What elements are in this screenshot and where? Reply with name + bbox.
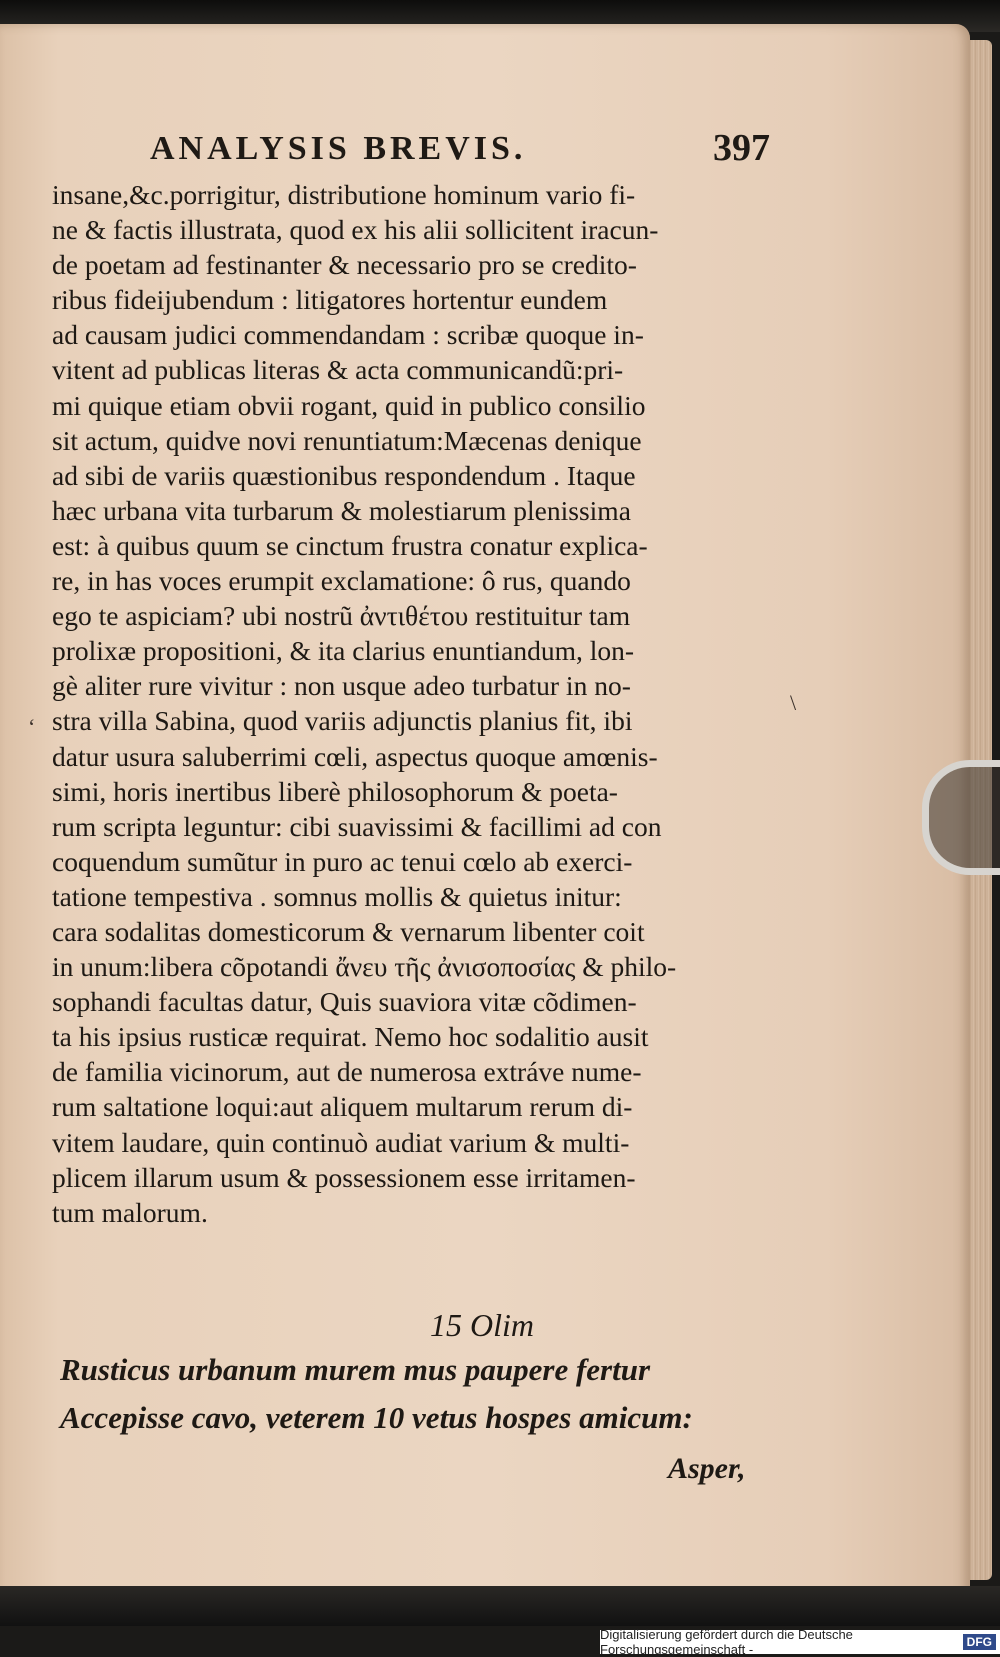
verse-block (60, 1346, 760, 1442)
text-line: hæc urbana vita turbarum & molestiarum plenissima (52, 494, 631, 526)
text-line: ad causam judici commendandam : scribæ quoque in- (52, 319, 644, 351)
stray-mark: ‘ (28, 714, 36, 739)
text-line: datur usura saluberrimi cœli, aspectus quoque amœnis- (52, 740, 658, 772)
text-line: gè aliter rure vivitur : non usque adeo turbatur in no- (52, 670, 631, 702)
text-line: plicem illarum usum & possessionem esse irritamen- (52, 1161, 636, 1193)
text-line: ad sibi de variis quæstionibus respondendum . Itaque (52, 459, 636, 491)
text-line: de familia vicinorum, aut de numerosa extráve nume- (52, 1056, 642, 1088)
stray-mark: \ (790, 690, 797, 715)
text-line: de poetam ad festinanter & necessario pro se credito- (52, 249, 637, 281)
text-line: mi quique etiam obvii rogant, quid in publico consilio (52, 389, 646, 421)
text-line: sit actum, quidve novi renuntiatum:Mæcenas denique (52, 424, 642, 456)
footer-credit: Digitalisierung gefördert durch die Deutsche Forschungsgemeinschaft - (600, 1627, 853, 1657)
text-line: cara sodalitas domesticorum & vernarum libenter coit (52, 915, 645, 947)
page-header (150, 124, 770, 174)
bookmark-ribbon (922, 760, 1000, 875)
verse-heading: 15 Olim (430, 1307, 534, 1343)
text-line: sophandi facultas datur, Quis suaviora vitæ cõdimen- (52, 986, 637, 1018)
text-line: ne & factis illustrata, quod ex his alii sollicitent iracun- (52, 214, 659, 246)
text-line: stra villa Sabina, quod variis adjunctis planius fit, ibi (52, 705, 633, 737)
scan-bottom-shadow (0, 1586, 1000, 1626)
text-line: coquendum sumũtur in puro ac tenui cœlo ab exerci- (52, 845, 633, 877)
text-line: rum saltatione loqui:aut aliquem multarum rerum di- (52, 1091, 633, 1123)
text-line: in unum:libera cõpotandi ἄνευ τῆς ἀνισοποσίας & philo- (52, 951, 677, 983)
verse-line: Accepisse cavo, veterem 10 vetus hospes amicum: (60, 1400, 693, 1435)
text-line: re, in has voces erumpit exclamatione: ô rus, quando (52, 565, 631, 597)
text-line: vitent ad publicas literas & acta communicandũ:pri- (52, 354, 624, 386)
text-line: rum scripta leguntur: cibi suavissimi & facillimi ad con (52, 810, 662, 842)
text-line: prolixæ propositioni, & ita clarius enuntiandum, lon- (52, 635, 635, 667)
text-line: ego te aspiciam? ubi nostrũ ἀντιθέτου restituitur tam (52, 600, 631, 632)
body-text (52, 177, 757, 1230)
dfg-logo: DFG (963, 1634, 996, 1650)
text-line: tatione tempestiva . somnus mollis & quietus initur: (52, 880, 622, 912)
text-line: ta his ipsius rusticæ requirat. Nemo hoc sodalitio ausit (52, 1021, 649, 1053)
text-line: ribus fideijubendum : litigatores hortentur eundem (52, 284, 608, 316)
running-head: ANALYSIS BREVIS. (150, 130, 527, 167)
text-line: insane,&c.porrigitur, distributione hominum vario fi- (52, 179, 636, 210)
digitization-footer (600, 1627, 1000, 1657)
page-number: 397 (713, 127, 770, 169)
text-line: simi, horis inertibus liberè philosophorum & poeta- (52, 775, 618, 807)
book-page (0, 24, 970, 1602)
text-line: est: à quibus quum se cinctum frustra conatur explica- (52, 529, 648, 561)
text-line: vitem laudare, quin continuò audiat varium & multi- (52, 1126, 630, 1158)
verse-line: Rusticus urbanum murem mus paupere fertur (60, 1352, 651, 1387)
text-line: tum malorum. (52, 1196, 208, 1228)
catchword: Asper, (668, 1452, 746, 1485)
